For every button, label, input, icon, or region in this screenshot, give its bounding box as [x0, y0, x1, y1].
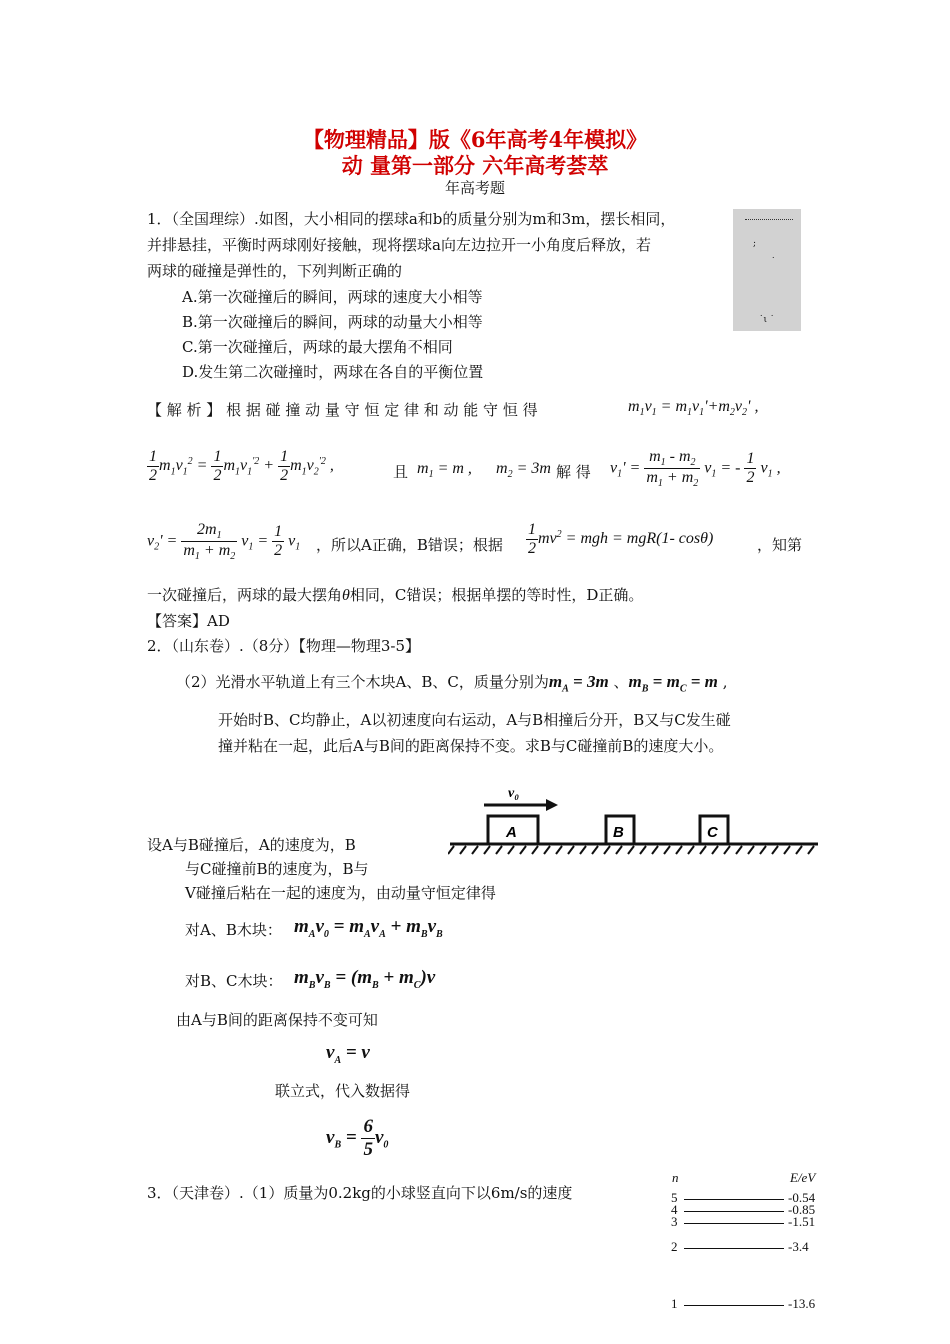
ab-label: 对A、B木块：	[185, 921, 282, 939]
q2-solution-1: 设A与B碰撞后，A的速度为，B	[147, 836, 356, 854]
analysis-mid-text: ，所以A正确，B错误；根据	[316, 536, 503, 554]
q1-option-d: D.发生第二次碰撞时，两球在各自的平衡位置	[182, 363, 484, 381]
v2-result: $v_2'$ = $\frac{2m_1}{m_1 + m_2}$ $v_1$ = $\frac{1}{2}$ $v_1$	[147, 521, 301, 563]
mass-m1: $m_1 = m$ ,	[417, 460, 472, 481]
level-line-1	[684, 1305, 784, 1306]
q1-line-1: 1．（全国理综）.如图，大小相同的摆球a和b的质量分别为m和3m，摆长相同，	[147, 210, 676, 228]
q2-part-a: （2）光滑水平轨道上有三个木块A、B、C，质量分别为$m_A = 3m$ 、$m_B = m_C = m$ ,	[176, 672, 728, 695]
q1-option-b: B.第一次碰撞后的瞬间，两球的动量大小相等	[182, 313, 483, 331]
text-jiede: 解 得	[556, 463, 591, 481]
block-c-label: C	[707, 824, 718, 841]
level-line-5	[684, 1199, 784, 1200]
level-e-1: -13.6	[788, 1296, 816, 1311]
level-n-3: 3	[671, 1214, 678, 1229]
energy-height-equation: $\frac{1}{2}$ $mv^2$ = mgh = mgR(1- cosθ)	[528, 521, 714, 557]
level-n-2: 2	[671, 1239, 678, 1254]
q1-option-c: C.第一次碰撞后，两球的最大摆角不相同	[182, 338, 453, 356]
block-a-label: A	[506, 824, 517, 841]
q1-option-a: A.第一次碰撞后的瞬间，两球的速度大小相等	[182, 288, 483, 306]
page-title: 【物理精品】版《6年高考4年模拟》	[302, 127, 648, 152]
q2-heading: 2．（山东卷）.（8分）【物理—物理3-5】	[147, 637, 421, 655]
velocity-label: v₀	[508, 786, 520, 801]
level-e-3: -1.51	[788, 1214, 816, 1229]
section-heading: 年高考题	[444, 179, 505, 197]
combine-text: 联立式，代入数据得	[275, 1082, 411, 1100]
distance-text: 由A与B间的距离保持不变可知	[176, 1011, 378, 1029]
level-e-4: -0.85	[788, 1202, 816, 1217]
level-n-4: 4	[671, 1202, 678, 1217]
level-e-2: -3.4	[788, 1239, 809, 1254]
q1-analysis-intro: 【 解 析 】 根 据 碰 撞 动 量 守 恒 定 律 和 动 能 守 恒 得	[147, 401, 538, 419]
ab-equation: $m_Av_0 = m_Av_A + m_Bv_B$	[294, 916, 443, 940]
q1-answer: 【答案】AD	[147, 612, 230, 630]
v1-result: $v_1'$ = $\frac{m_1 - m_2}{m_1 + m_2}$ $v_1$ = - $\frac{1}{2}$ $v_1$ ,	[610, 448, 781, 490]
q1-line-3: 两球的碰撞是弹性的，下列判断正确的	[147, 262, 403, 280]
q1-line-2: 并排悬挂，平衡时两球刚好接触，现将摆球a向左边拉开一小角度后释放，若	[147, 236, 651, 254]
q2-solution-3: V碰撞后粘在一起的速度为，由动量守恒定律得	[185, 884, 496, 902]
level-line-2	[684, 1248, 784, 1249]
text-qie: 且	[393, 463, 409, 481]
bc-equation: $m_Bv_B = (m_B + m_C)v$	[294, 967, 436, 991]
energy-n-label: n	[672, 1170, 679, 1185]
block-b-label: B	[613, 824, 624, 841]
level-n-5: 5	[671, 1190, 678, 1205]
vb-result: $v_B$ = $\frac{6}{5}$ $v_0$	[326, 1116, 389, 1160]
q3-text: 3．（天津卷）.（1）质量为0.2kg的小球竖直向下以6m/s的速度	[147, 1184, 573, 1202]
q2-part-c: 撞并粘在一起，此后A与B间的距离保持不变。求B与C碰撞前B的速度大小。	[218, 737, 724, 755]
energy-e-label: E/eV	[790, 1170, 816, 1185]
q2-solution-2: 与C碰撞前B的速度为，B与	[185, 860, 369, 878]
mass-m2: $m_2 = 3m$	[496, 460, 551, 481]
blocks-figure	[448, 778, 820, 860]
va-equals-v: $v_A = v$	[326, 1042, 370, 1066]
analysis-conclusion: 一次碰撞后，两球的最大摆角θ相同，C错误；根据单摆的等时性，D正确。	[147, 586, 644, 604]
level-e-5: -0.54	[788, 1190, 816, 1205]
pendulum-figure: ; ˙ ˙ι ˙	[733, 209, 801, 331]
analysis-zhidi: ，知第	[757, 536, 803, 554]
bc-label: 对B、C木块：	[185, 972, 283, 990]
level-line-3	[684, 1223, 784, 1224]
page-subtitle: 动 量第一部分 六年高考荟萃	[341, 153, 609, 178]
energy-equation: $\frac{1}{2}$ $m_1v_1^2$ = $\frac{1}{2}$ $m_1v_1^{'2}$ + $\frac{1}{2}$ $m_1v_2^{'2}$ ,	[149, 448, 334, 484]
level-line-4	[684, 1211, 784, 1212]
momentum-equation: $m_1v_1 = m_1v_1'+m_2v_2'$ ,	[628, 398, 759, 419]
q2-part-b: 开始时B、C均静止，A以初速度向右运动，A与B相撞后分开，B又与C发生碰	[218, 711, 731, 729]
level-n-1: 1	[671, 1296, 678, 1311]
